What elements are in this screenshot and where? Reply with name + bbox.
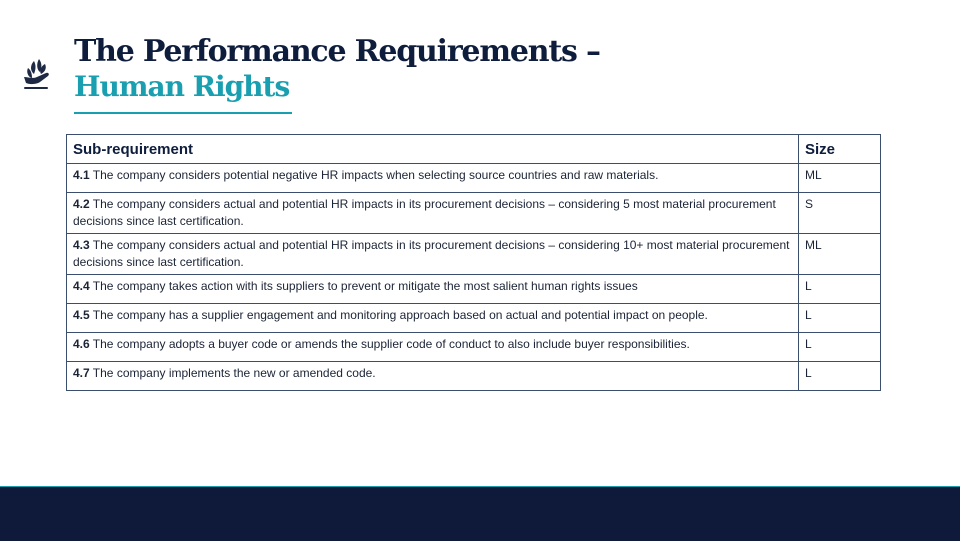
requirement-cell [67,193,799,234]
requirement-text: The company adopts a buyer code or amends the supplier code of conduct to also include buyer responsibilities. [89,337,690,351]
table-row [67,193,881,234]
table-row [67,275,881,304]
requirement-cell [67,362,799,391]
requirement-text: The company implements the new or amended code. [89,366,376,380]
table-row [67,234,881,275]
requirement-number: 4.6 [73,337,90,351]
size-cell: L [799,275,881,304]
title-line-1: The Performance Requirements – [74,34,600,69]
table-row [67,333,881,362]
size-cell: ML [799,234,881,275]
requirement-text: The company has a supplier engagement and monitoring approach based on actual and potential impact on people. [89,308,708,322]
requirement-number: 4.4 [73,279,90,293]
requirement-number: 4.3 [73,238,90,252]
requirement-number: 4.1 [73,168,90,182]
size-cell: L [799,304,881,333]
requirement-text: The company considers actual and potential HR impacts in its procurement decisions – considering 10+ most material procurement decisions since last certification. [73,238,790,269]
footer-bar [0,486,960,541]
table-row [67,164,881,193]
requirement-number: 4.7 [73,366,90,380]
size-cell: ML [799,164,881,193]
size-cell: L [799,333,881,362]
requirement-number: 4.2 [73,197,90,211]
requirement-cell [67,275,799,304]
title-line-2: Human Rights [74,70,290,103]
header-size: Size [799,135,881,164]
table-row [67,304,881,333]
requirement-text: The company considers actual and potential HR impacts in its procurement decisions – considering 5 most material procurement decisions since last certification. [73,197,776,228]
table-row [67,362,881,391]
requirement-cell [67,304,799,333]
page-title [74,34,600,104]
header-sub-requirement: Sub-requirement [67,135,799,164]
size-cell: L [799,362,881,391]
requirement-cell [67,234,799,275]
title-underline [74,112,292,114]
hand-leaves-logo-icon [20,55,54,95]
requirements-table [66,134,881,391]
requirement-cell [67,164,799,193]
requirement-text: The company takes action with its suppliers to prevent or mitigate the most salient human rights issues [89,279,638,293]
requirement-number: 4.5 [73,308,90,322]
requirement-text: The company considers potential negative HR impacts when selecting source countries and raw materials. [89,168,659,182]
requirement-cell [67,333,799,362]
table-header-row [67,135,881,164]
size-cell: S [799,193,881,234]
